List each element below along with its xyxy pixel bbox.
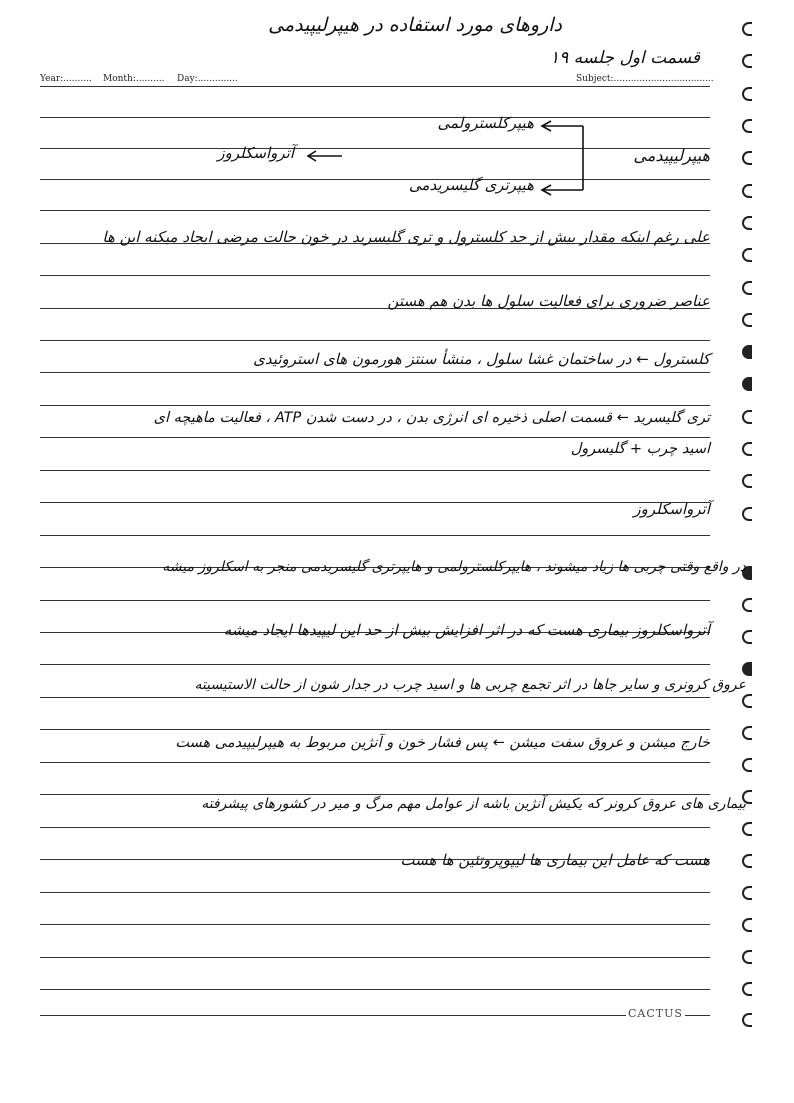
note-line-12: هست که عامل این بیماری ها لیپوپروتئین ها هست xyxy=(400,851,710,869)
month-field: Month:.......... xyxy=(103,74,165,84)
note-line-5: اسید چرب + گلیسرول xyxy=(570,441,710,457)
session-label: قسمت اول جلسه ۱۹ xyxy=(550,48,700,68)
day-field: Day:.............. xyxy=(177,74,238,84)
note-line-8: آترواسکلروز بیماری هست که در اثر افزایش بیش از حد این لیپیدها ایجاد میشه xyxy=(223,621,710,639)
diagram-top-item: هیپرکلسترولمی xyxy=(437,114,534,132)
diagram-center-item: هیپرلیپیدمی xyxy=(633,146,710,165)
note-line-4: تری گلیسرید ← قسمت اصلی ذخیره ای انرژی بدن ، در دست شدن ATP ، فعالیت ماهیچه ای xyxy=(153,410,710,426)
note-line-2: عناصر ضروری برای فعالیت سلول ها بدن هم هستن xyxy=(387,292,710,310)
page-title: داروهای مورد استفاده در هیپرلیپیدمی xyxy=(268,14,562,36)
note-line-9: عروق کرونری و سایر جاها در اثر تجمع چربی ها و اسید چرب در جدار شون از حالت الاستیسیته xyxy=(194,677,746,693)
note-heading-atherosclerosis: آترواسکلروز xyxy=(633,500,710,518)
diagram-left-item: آترواسکلروز xyxy=(217,144,294,162)
arrow-to-atherosclerosis xyxy=(308,151,342,161)
subject-field: Subject:................................... xyxy=(576,74,714,84)
brand-logo: CACTUS xyxy=(628,1007,683,1020)
diagram-bottom-item: هیپرتری گلیسریدمی xyxy=(408,176,534,194)
year-field: Year:.......... xyxy=(40,74,92,84)
note-line-1: علی رغم اینکه مقدار بیش از حد کلسترول و تری گلیسرید در خون حالت مرضی ایجاد میکنه این ها xyxy=(102,228,710,246)
note-line-10: خارج میشن و عروق سفت میشن ← پس فشار خون و آنژین مربوط به هیپرلیپیدمی هست xyxy=(175,735,710,751)
note-line-7: در واقع وقتی چربی ها زیاد میشوند ، هایپرکلسترولمی و هایپرتری گلیسریدمی منجر به اسکلروز میشه xyxy=(162,559,746,575)
note-line-11: بیماری های عروق کرونر که یکیش آنژین باشه از عوامل مهم مرگ و میر در کشورهای پیشرفته xyxy=(201,796,746,812)
note-line-3: کلسترول ← در ساختمان غشا سلول ، منشأ سنتز هورمون های استروئیدی xyxy=(253,350,710,368)
bracket-shape xyxy=(542,121,583,195)
